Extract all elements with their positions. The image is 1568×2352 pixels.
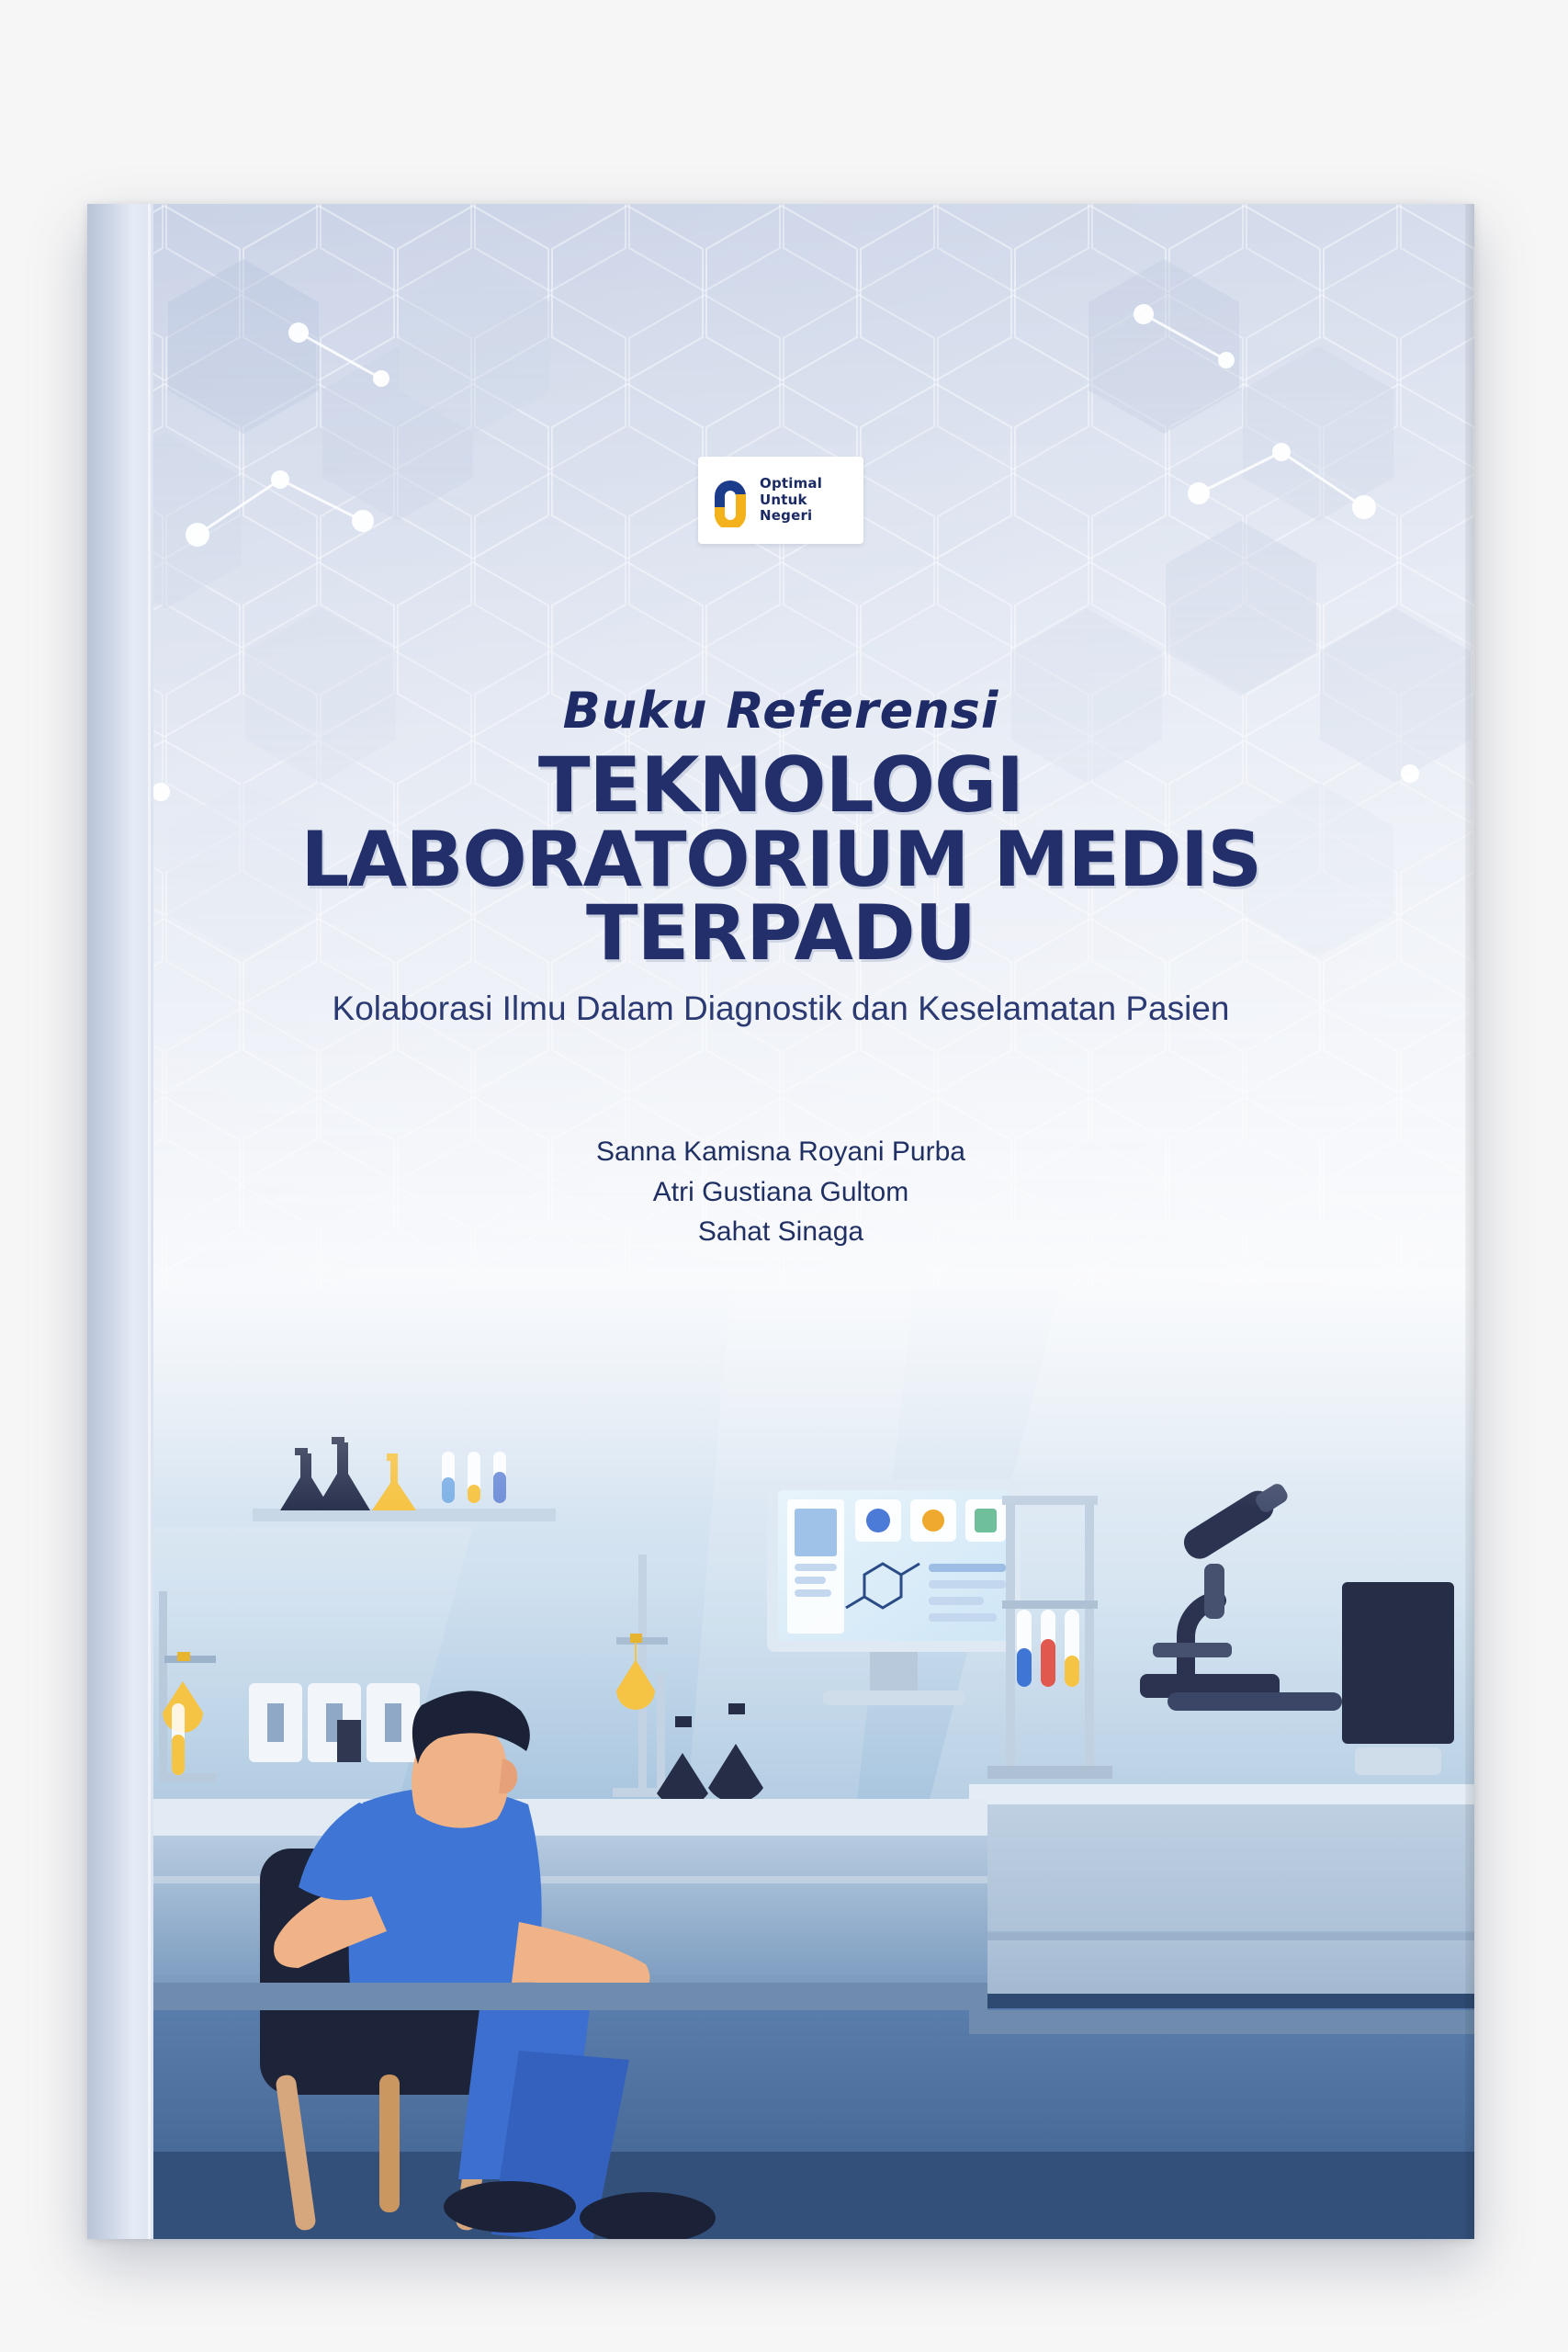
title-block — [87, 682, 1474, 1028]
logo-line-3: Negeri — [760, 507, 813, 525]
subtitle: Kolaborasi Ilmu Dalam Diagnostik dan Keselamatan Pasien — [332, 989, 1230, 1027]
cover-top-panel — [87, 204, 1474, 1366]
logo-line-2: Untuk — [760, 491, 807, 508]
publisher-logo — [698, 457, 863, 544]
book-cover — [87, 204, 1474, 2239]
pretitle: Buku Referensi — [562, 682, 999, 740]
author-2: Atri Gustiana Gultom — [652, 1176, 909, 1207]
title-line-3: TERPADU — [586, 888, 976, 978]
title-line-1: TEKNOLOGI — [537, 741, 1024, 830]
author-1: Sanna Kamisna Royani Purba — [596, 1136, 965, 1167]
publisher-logo-text — [760, 476, 822, 525]
logo-line-1: Optimal — [760, 474, 823, 492]
author-3: Sahat Sinaga — [697, 1216, 864, 1247]
cover-illustration — [87, 1288, 1474, 2239]
book-spine-highlight — [148, 204, 151, 2239]
main-title — [87, 741, 1474, 978]
optimal-untuk-negeri-monogram-icon — [709, 474, 751, 527]
author-list — [87, 1132, 1474, 1252]
title-line-2: LABORATORIUM MEDIS — [300, 814, 1261, 904]
